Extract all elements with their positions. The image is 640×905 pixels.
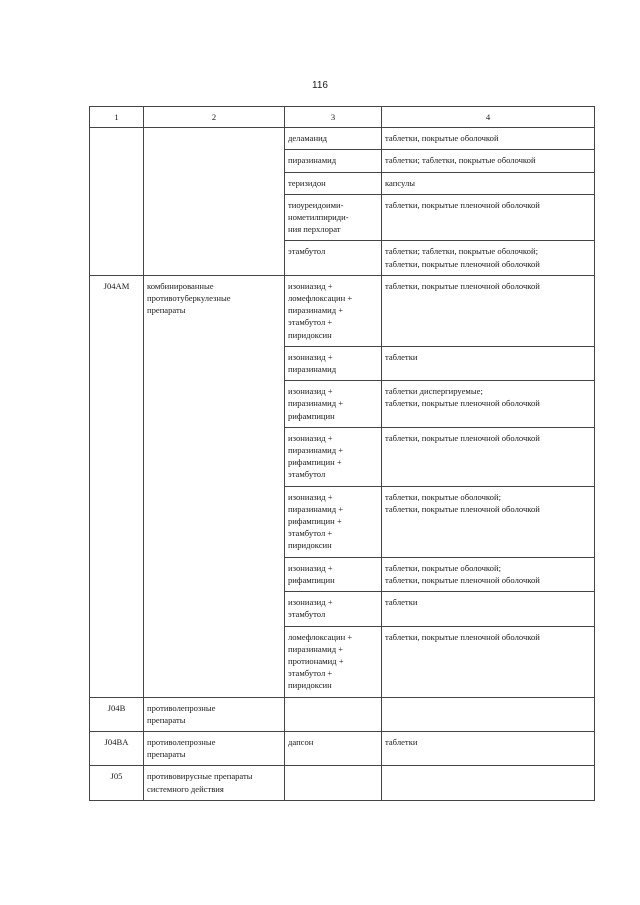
column-header: 2 xyxy=(144,107,285,128)
drug-name-cell: изониазид + рифампицин xyxy=(285,557,382,591)
drug-name-cell: теризидон xyxy=(285,172,382,194)
drug-name-cell: изониазид + этамбутол xyxy=(285,592,382,626)
drug-name-cell: пиразинамид xyxy=(285,150,382,172)
dosage-form-cell: таблетки xyxy=(382,731,595,765)
column-header: 1 xyxy=(90,107,144,128)
dosage-form-cell xyxy=(382,697,595,731)
drug-name-cell: этамбутол xyxy=(285,241,382,275)
drug-name-cell: тиоуреидоими- нометилпириди- ния перхлорат xyxy=(285,194,382,241)
dosage-form-cell: таблетки xyxy=(382,346,595,380)
atc-code-cell: J05 xyxy=(90,766,144,800)
drug-name-cell: изониазид + пиразинамид + рифампицин + этамбутол xyxy=(285,427,382,486)
dosage-form-cell: таблетки диспергируемые; таблетки, покрытые пленочной оболочкой xyxy=(382,381,595,428)
empty-code-cell xyxy=(90,128,144,276)
table-row xyxy=(90,766,595,800)
group-name-cell: противолепрозные препараты xyxy=(144,697,285,731)
dosage-form-cell: капсулы xyxy=(382,172,595,194)
group-name-cell: противолепрозные препараты xyxy=(144,731,285,765)
dosage-form-cell: таблетки xyxy=(382,592,595,626)
drug-name-cell: изониазид + ломефлоксацин + пиразинамид + этамбутол + пиридоксин xyxy=(285,275,382,346)
drug-name-cell xyxy=(285,697,382,731)
table-row xyxy=(90,128,595,150)
dosage-form-cell: таблетки, покрытые пленочной оболочкой xyxy=(382,626,595,697)
group-name-cell: комбинированные противотуберкулезные препараты xyxy=(144,275,285,697)
dosage-form-cell: таблетки, покрытые пленочной оболочкой xyxy=(382,427,595,486)
dosage-form-cell: таблетки, покрытые оболочкой; таблетки, покрытые пленочной оболочкой xyxy=(382,557,595,591)
drug-name-cell: изониазид + пиразинамид xyxy=(285,346,382,380)
drug-name-cell: дапсон xyxy=(285,731,382,765)
dosage-form-cell: таблетки; таблетки, покрытые оболочкой xyxy=(382,150,595,172)
drug-name-cell: изониазид + пиразинамид + рифампицин + этамбутол + пиридоксин xyxy=(285,486,382,557)
dosage-form-cell: таблетки, покрытые оболочкой xyxy=(382,128,595,150)
table-row xyxy=(90,731,595,765)
atc-code-cell: J04AM xyxy=(90,275,144,697)
page-number: 116 xyxy=(312,80,328,91)
dosage-form-cell: таблетки, покрытые оболочкой; таблетки, покрытые пленочной оболочкой xyxy=(382,486,595,557)
dosage-form-cell xyxy=(382,766,595,800)
group-name-cell: противовирусные препараты системного действия xyxy=(144,766,285,800)
column-header: 4 xyxy=(382,107,595,128)
dosage-form-cell: таблетки; таблетки, покрытые оболочкой; таблетки, покрытые пленочной оболочкой xyxy=(382,241,595,275)
table-header-row xyxy=(90,107,595,128)
drug-name-cell xyxy=(285,766,382,800)
dosage-form-cell: таблетки, покрытые пленочной оболочкой xyxy=(382,275,595,346)
atc-code-cell: J04B xyxy=(90,697,144,731)
table-row xyxy=(90,275,595,346)
drug-table xyxy=(89,106,595,801)
table-row xyxy=(90,697,595,731)
drug-name-cell: деламанид xyxy=(285,128,382,150)
column-header: 3 xyxy=(285,107,382,128)
drug-name-cell: изониазид + пиразинамид + рифампицин xyxy=(285,381,382,428)
drug-name-cell: ломефлоксацин + пиразинамид + протионамид + этамбутол + пиридоксин xyxy=(285,626,382,697)
empty-group-cell xyxy=(144,128,285,276)
dosage-form-cell: таблетки, покрытые пленочной оболочкой xyxy=(382,194,595,241)
atc-code-cell: J04BA xyxy=(90,731,144,765)
